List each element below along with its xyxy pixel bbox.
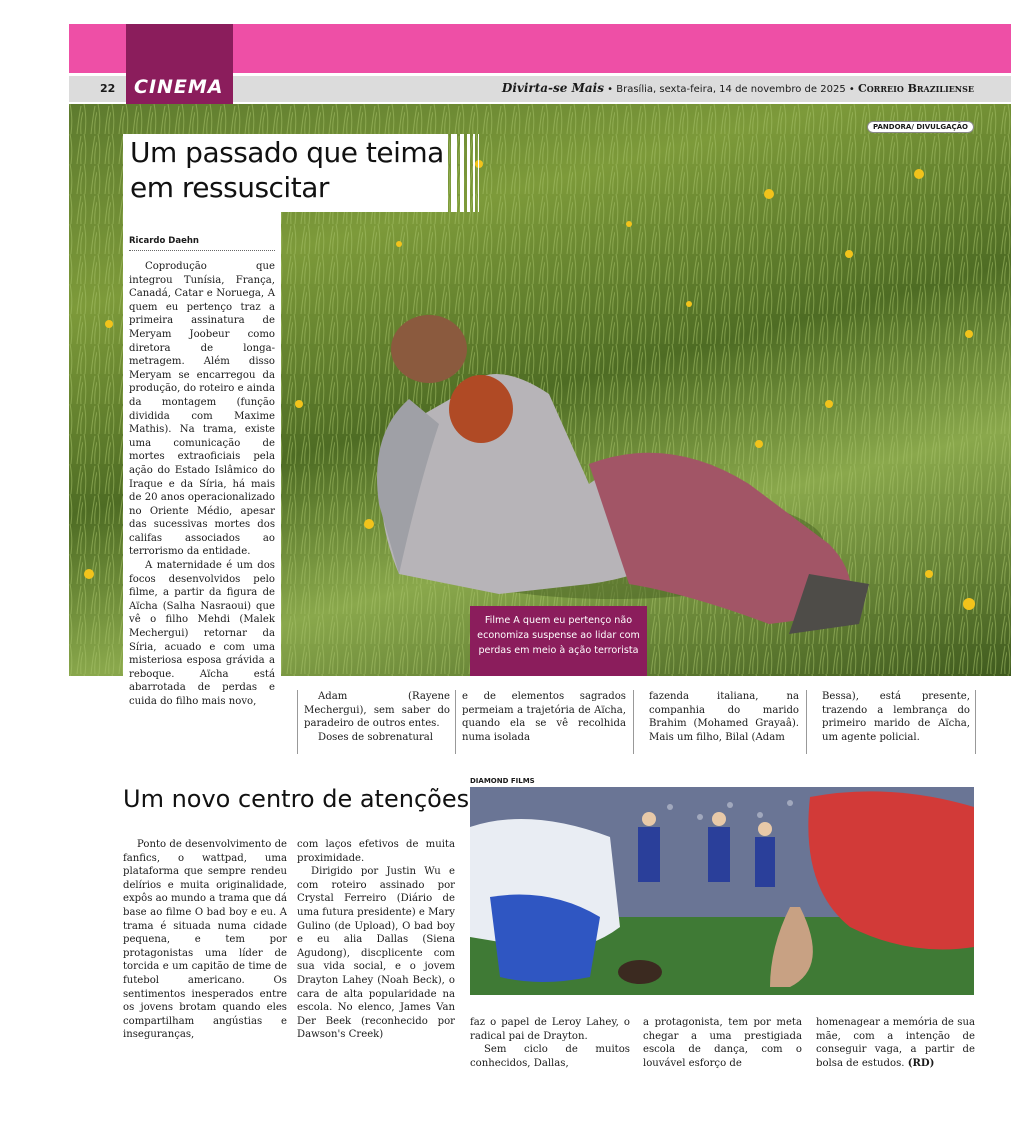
paragraph: fazenda italiana, na companhia do marido Brahim (Mohamed Grayaâ). Mais um filho, Bilal (Adam (649, 691, 799, 743)
paragraph: Doses de sobrenatural (318, 731, 434, 743)
page-number: 22 (100, 82, 116, 95)
column-rule (975, 690, 976, 754)
paragraph: Ponto de desenvolvimento de fanfics, o wattpad, uma plataforma que sempre rendeu delírios e muita originalidade, expôs ao mundo a trama que dá base ao filme O bad boy e eu. A trama é situada numa cidade pequena, e tem por protagonistas uma líder de torcida e um capitão de time de futebol americano. Os sentimentos inesperados entre os jovens brotam quando eles compartilham angústias e inseguranças, (123, 839, 287, 1041)
column-rule (806, 690, 807, 754)
paragraph: Bessa), está presente, trazendo a lembrança do primeiro marido de Aïcha, um agente policial. (822, 691, 970, 743)
paragraph: Sem ciclo de muitos conhecidos, Dallas, (470, 1044, 630, 1069)
article2-column-3 (470, 1016, 630, 1082)
author-initials: (RD) (907, 1057, 935, 1069)
column-rule (633, 690, 634, 754)
newspaper-name: Correio Braziliense (857, 82, 974, 95)
dateline: Brasília, sexta-feira, 14 de novembro de 2025 (616, 84, 846, 95)
article2-column-1 (123, 838, 287, 1070)
section-tab (126, 24, 233, 104)
folio-line (502, 81, 974, 95)
article1-column-2 (304, 690, 450, 762)
paragraph: e de elementos sagrados permeiam a trajetória de Aïcha, quando ela se vê recolhida numa isolada (462, 691, 626, 743)
paragraph: a protagonista, tem por meta chegar a uma prestigiada escola de dança, com o louvável esforço de (643, 1017, 802, 1069)
decorative-stripes (451, 134, 481, 212)
article1-body (129, 260, 275, 709)
column-rule (297, 690, 298, 754)
paragraph: Dirigido por Justin Wu e com roteiro assinado por Crystal Ferreiro (Diário de uma futura presidente) e Mary Gulino (de Upload), O bad boy e eu alia Dallas (Siena Agudong), discplicente com sua vida social, e o jovem Drayton Lahey (Noah Beck), o cara de alta popularidade na escola. No elenco, James Van Der Beek (reconhecido por Dawson's Creek) (297, 866, 455, 1041)
article2-column-5 (816, 1016, 975, 1082)
supplement-name: Divirta-se Mais (501, 81, 604, 95)
photo-credit: DIAMOND FILMS (470, 777, 535, 785)
paragraph: com laços efetivos de muita proximidade. (297, 839, 455, 864)
paragraph: faz o papel de Leroy Lahey, o radical pai de Drayton. (470, 1017, 630, 1042)
article1-column-1 (123, 212, 281, 760)
article1-headline (130, 135, 450, 205)
photo-caption: Filme A quem eu pertenço não economiza suspense ao lidar com perdas em meio à ação terrorista (470, 606, 647, 676)
paragraph: Adam (Rayene Mechergui), sem saber do paradeiro de outros entes. (304, 691, 450, 730)
byline: Ricardo Daehn (129, 236, 275, 251)
column-rule (455, 690, 456, 754)
article2-photo (470, 787, 974, 995)
paragraph: A maternidade é um dos focos desenvolvidos pelo filme, a partir da figura de Aïcha (Salha Nasraoui) que vê o filho Mehdi (Malek Mechergui) retornar da Síria, acuado e com uma misteriosa esposa grávida a reboque. Aïcha está abarrotada de perdas e cuida do filho mais novo, (129, 560, 275, 707)
article1-column-4 (649, 690, 799, 762)
paragraph: Coprodução que integrou Tunísia, França, Canadá, Catar e Noruega, A quem eu pertenço traz a primeira assinatura de Meryam Joobeur como diretora de longa-metragem. Além disso Meryam se encarregou da produção, do roteiro e ainda da montagem (função dividida com Maxime Mathis). Na trama, existe uma comunicação de mortes extraoficiais pela ação do Estado Islâmico do Iraque e da Síria, há mais de 20 anos operacionalizado no Oriente Médio, apesar das sucessivas mortes dos califas associados ao terrorismo da entidade. (129, 261, 275, 558)
bullet-icon: • (848, 84, 858, 95)
photo-illustration (470, 787, 974, 995)
headline-text: Um passado que teima em ressuscitar (130, 136, 444, 204)
article2-column-2 (297, 838, 455, 1078)
article2-headline: Um novo centro de atenções (123, 785, 470, 813)
article1-column-3 (462, 690, 626, 762)
photo-credit: PANDORA/ DIVULGAÇÃO (867, 121, 974, 133)
section-label: CINEMA (134, 76, 224, 98)
paragraph-text: homenagear a memória de sua mãe, com a intenção de conseguir vaga, a partir de bolsa de estudos. (816, 1017, 975, 1069)
bullet-icon: • (607, 84, 617, 95)
paragraph (816, 1016, 975, 1070)
article2-column-4 (643, 1016, 802, 1082)
article1-column-5 (822, 690, 970, 762)
